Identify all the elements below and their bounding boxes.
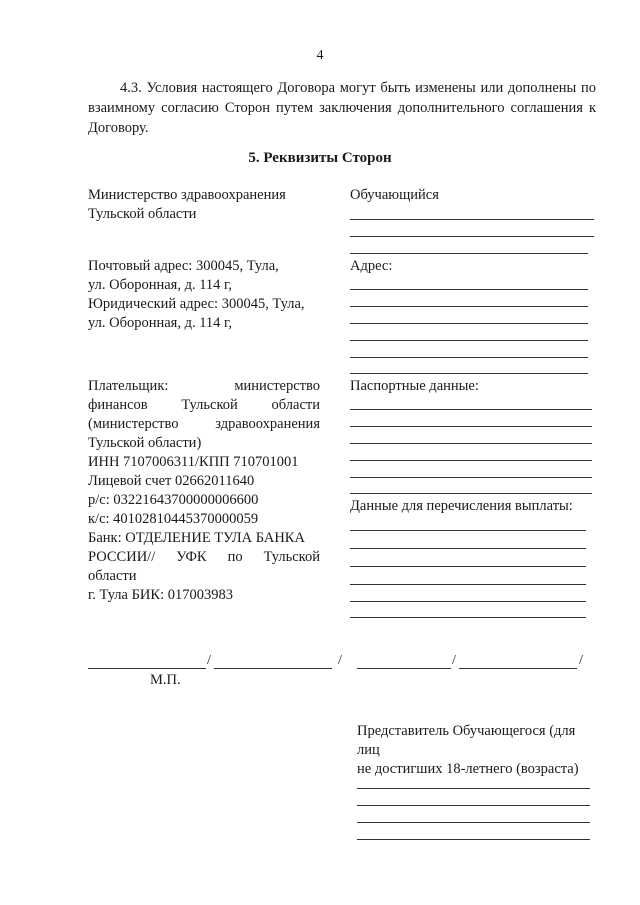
representative-line-2: лиц: [357, 742, 380, 758]
student-name-line[interactable]: [350, 219, 594, 220]
representative-line-1: Представитель Обучающегося (для: [357, 723, 576, 739]
payer-word: области: [271, 397, 320, 413]
address-line[interactable]: [350, 340, 588, 341]
student-name-line[interactable]: [350, 236, 594, 237]
addresses: [88, 257, 320, 333]
legal-address-line-2: ул. Оборонная, д. 114 г,: [88, 315, 232, 331]
payer-line-3: [88, 415, 320, 434]
signature-slash: /: [452, 653, 456, 668]
bank-line-2: [88, 548, 320, 567]
payer-word: Тульской: [181, 397, 238, 413]
student-label: Обучающийся: [350, 187, 439, 203]
signature-slash: /: [579, 653, 583, 668]
bank-word: РОССИИ//: [88, 549, 156, 565]
left-signature-line[interactable]: [88, 668, 206, 669]
representative-line[interactable]: [357, 839, 590, 840]
passport-line[interactable]: [350, 460, 592, 461]
address-line[interactable]: [350, 323, 588, 324]
payment-details-label: Данные для перечисления выплаты:: [350, 498, 573, 514]
payment-line[interactable]: [350, 530, 586, 531]
bank-word: Тульской: [263, 549, 320, 565]
clause-4-3: [88, 78, 596, 138]
signature-slash: /: [338, 653, 342, 668]
postal-address-line-2: ул. Оборонная, д. 114 г,: [88, 277, 232, 293]
payer-line-1: [88, 377, 320, 396]
payer-word: (министерство: [88, 416, 179, 432]
org-line-1: Министерство здравоохранения: [88, 187, 286, 203]
right-name-line[interactable]: [459, 668, 577, 669]
passport-label: Паспортные данные:: [350, 378, 479, 394]
payer-line-4: Тульской области): [88, 435, 202, 451]
representative-line-3: не достигших 18-летнего (возраста): [357, 761, 579, 777]
student-name-line[interactable]: [350, 253, 588, 254]
payer-word: министерство: [234, 378, 320, 394]
stamp-label: М.П.: [150, 672, 181, 688]
page-number: 4: [316, 48, 324, 63]
section-title: 5. Реквизиты Сторон: [248, 150, 392, 166]
passport-line[interactable]: [350, 409, 592, 410]
address-line[interactable]: [350, 289, 588, 290]
payer-word: Плательщик:: [88, 378, 169, 394]
clause-text: 4.3. Условия настоящего Договора могут быть изменены или дополнены по взаимному согласию Сторон путем заключения дополнительного соглашения к Договору.: [88, 80, 596, 136]
address-line[interactable]: [350, 357, 588, 358]
bank-details: [88, 377, 320, 605]
payer-word: здравоохранения: [215, 416, 320, 432]
representative-line[interactable]: [357, 788, 590, 789]
correspondent-account: к/с: 40102810445370000059: [88, 511, 259, 527]
passport-line[interactable]: [350, 443, 592, 444]
passport-line[interactable]: [350, 426, 592, 427]
bank-line-1: Банк: ОТДЕЛЕНИЕ ТУЛА БАНКА: [88, 530, 305, 546]
address-line[interactable]: [350, 306, 588, 307]
representative-block: [357, 722, 597, 779]
bank-line-3: области: [88, 568, 137, 584]
payment-line[interactable]: [350, 601, 586, 602]
payment-line[interactable]: [350, 617, 586, 618]
inn-kpp: ИНН 7107006311/КПП 710701001: [88, 454, 299, 470]
org-line-2: Тульской области: [88, 206, 197, 222]
right-signature-line[interactable]: [357, 668, 451, 669]
address-label: Адрес:: [350, 258, 393, 274]
bank-word: УФК: [176, 549, 207, 565]
signature-slash: /: [207, 653, 211, 668]
passport-line[interactable]: [350, 477, 592, 478]
postal-address-line-1: Почтовый адрес: 300045, Тула,: [88, 258, 279, 274]
payer-line-2: [88, 396, 320, 415]
left-name-line[interactable]: [214, 668, 332, 669]
payment-line[interactable]: [350, 584, 586, 585]
payment-line[interactable]: [350, 566, 586, 567]
payment-line[interactable]: [350, 548, 586, 549]
address-line[interactable]: [350, 373, 588, 374]
payer-word: финансов: [88, 397, 148, 413]
representative-line[interactable]: [357, 822, 590, 823]
settlement-account: р/с: 03221643700000006600: [88, 492, 259, 508]
passport-line[interactable]: [350, 493, 592, 494]
organization-name: [88, 186, 320, 224]
bik: г. Тула БИК: 017003983: [88, 587, 233, 603]
representative-line[interactable]: [357, 805, 590, 806]
legal-address-line-1: Юридический адрес: 300045, Тула,: [88, 296, 305, 312]
bank-word: по: [227, 549, 243, 565]
personal-account: Лицевой счет 02662011640: [88, 473, 255, 489]
